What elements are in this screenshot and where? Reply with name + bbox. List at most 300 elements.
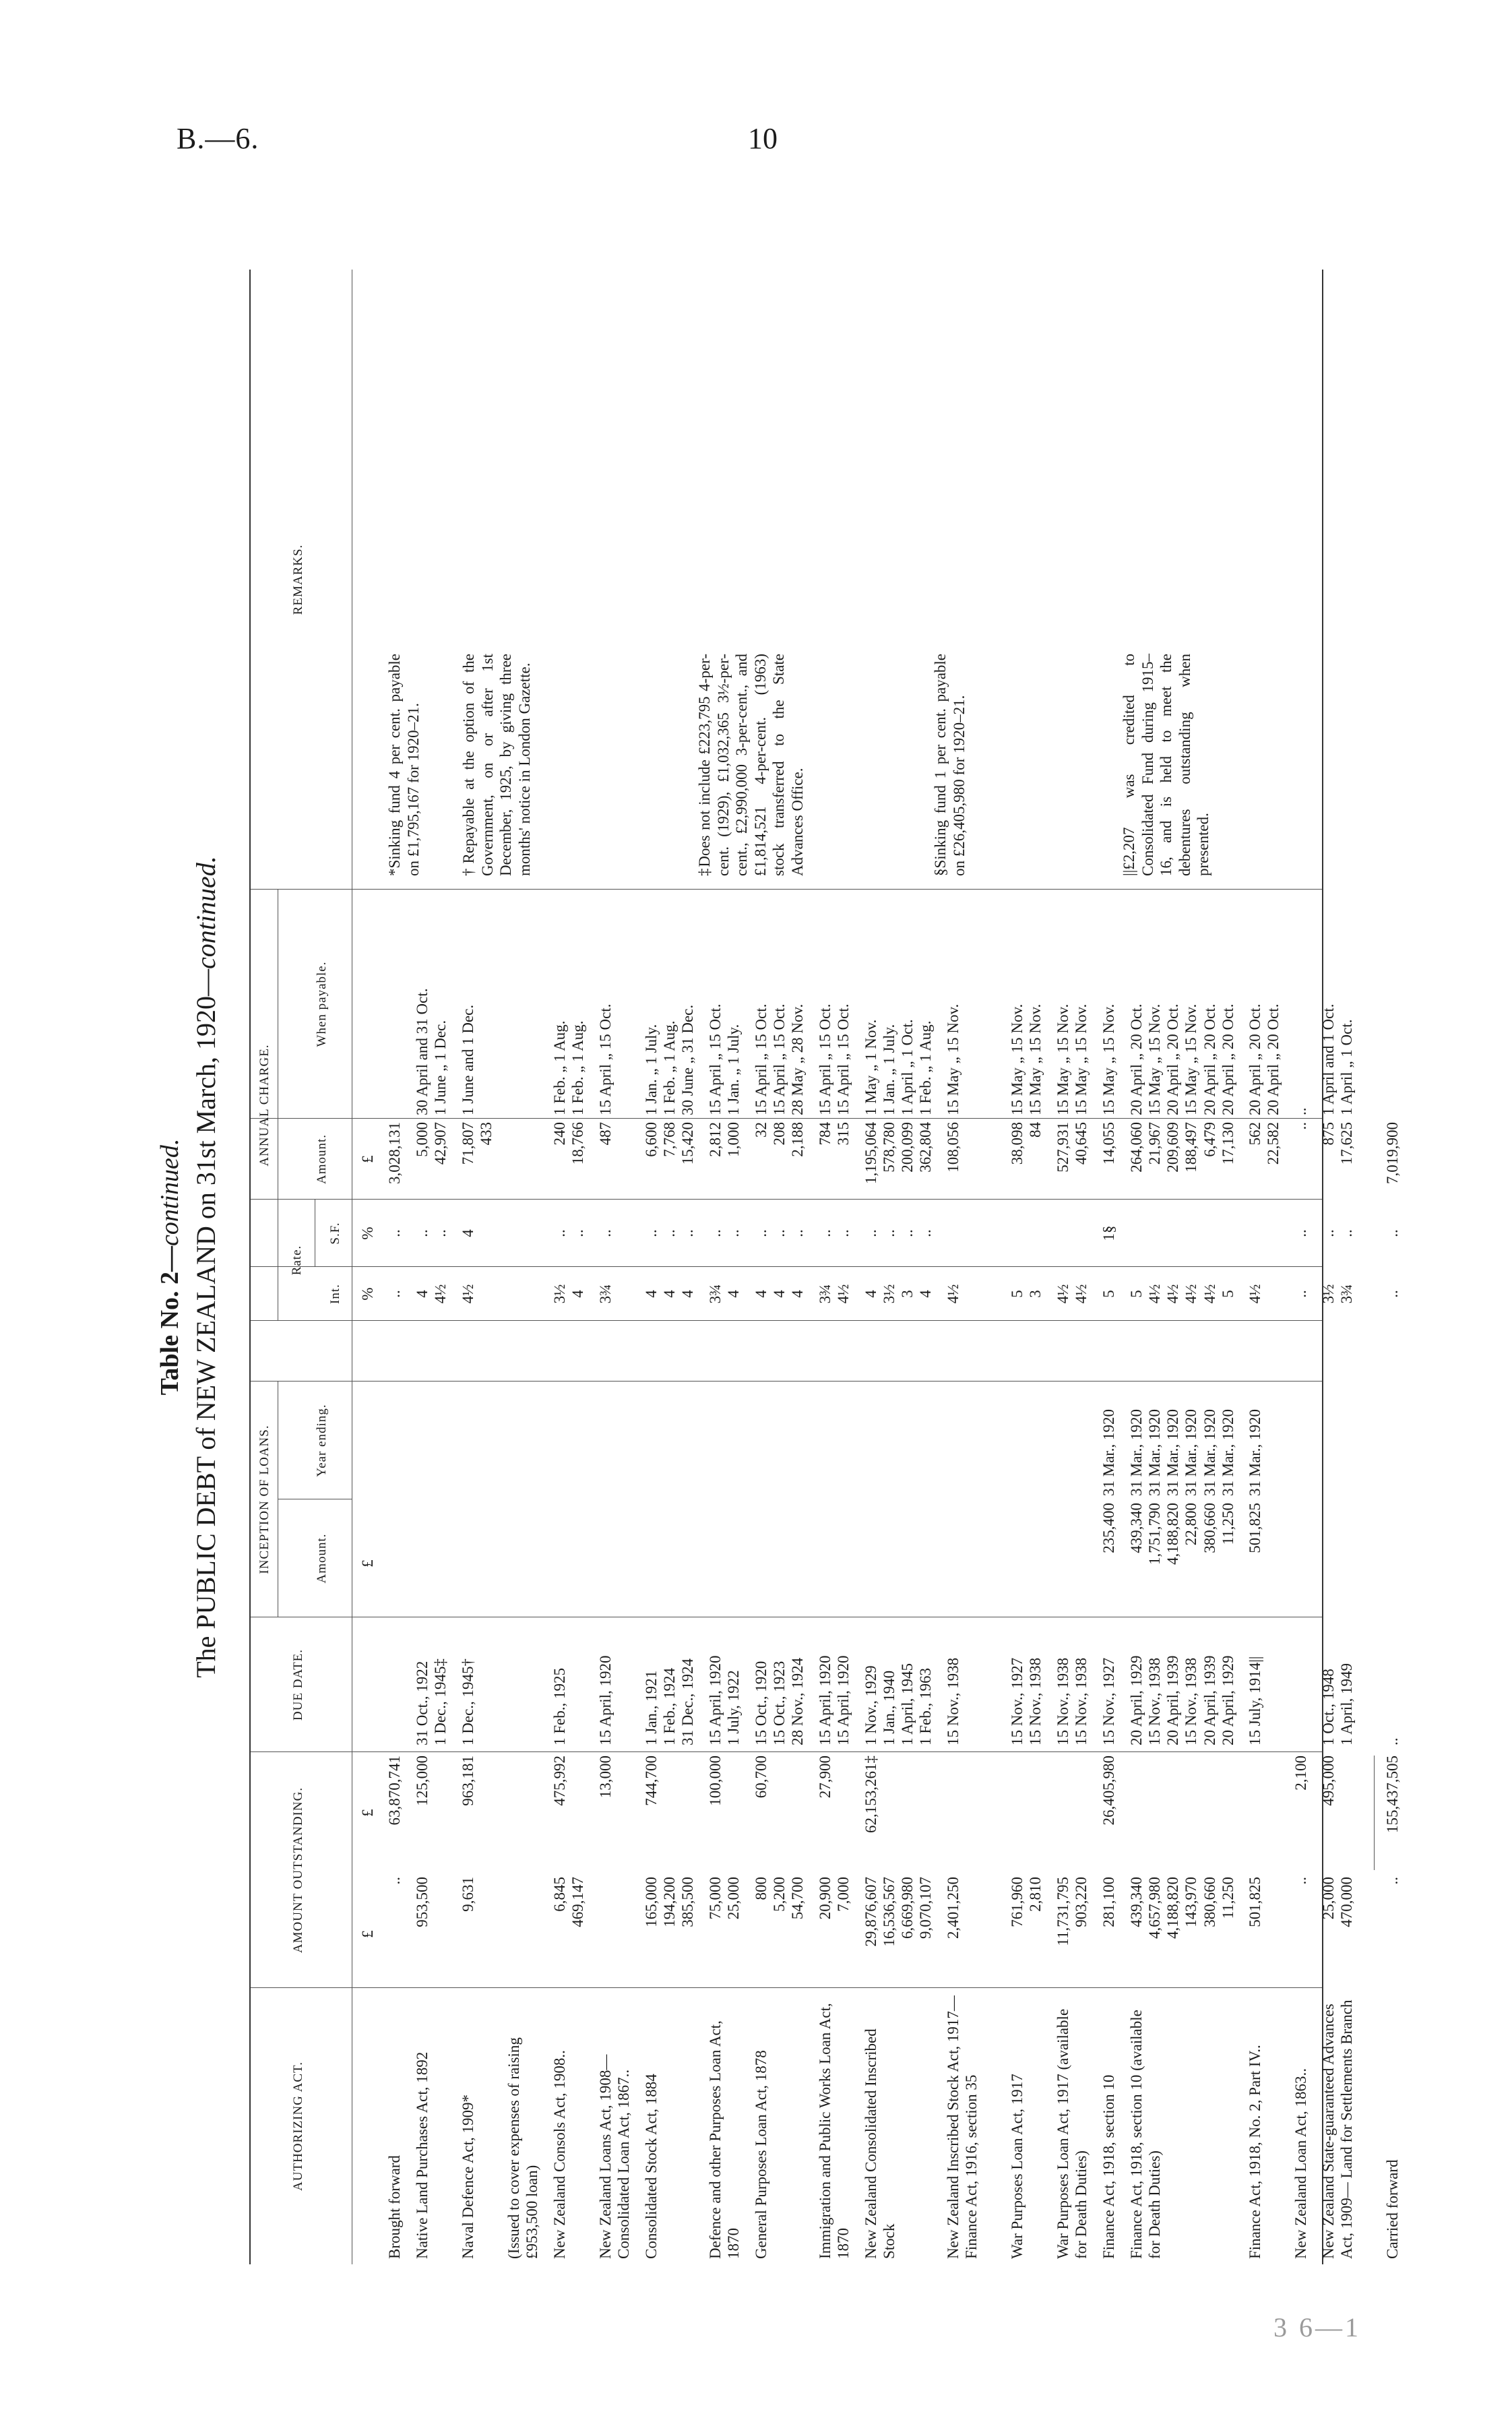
table-cell-line: .. [597,1229,614,1237]
table-cell-line: 3,028,131 [386,1122,403,1184]
table-cell-o2 [642,1756,660,1870]
table-cell-amt [385,1122,404,1196]
table-cell-line: 15 May „ 15 Nov. [1100,1003,1117,1115]
table-cell-amt [862,1122,935,1196]
total-rule [1374,1756,1375,1870]
table-cell-line: 4 [414,1290,431,1298]
table-cell-amt [1054,1122,1090,1196]
table-cell-line: 4 [789,1290,807,1298]
table-cell-int [944,1270,962,1317]
table-cell-line: 4½ [1247,1284,1263,1304]
unit-pound: £ [359,1930,376,1938]
table-cell-act: Brought forward [386,2155,403,2259]
table-cell-line: 5,200 [771,1877,788,1912]
table-cell-amt [944,1122,962,1196]
table-cell-act: Defence and other Purposes Loan Act, 1870 [707,2020,743,2259]
table-cell-line: 15 May „ 15 Nov. [1054,1003,1071,1115]
table-cell-when [1127,893,1237,1115]
table-cell-sf [413,1203,449,1264]
table-cell-year [1127,1385,1237,1496]
table-cell-line: 2,810 [1027,1877,1044,1912]
table-cell-line: 3¾ [597,1284,614,1304]
table-cell-line: 4 [460,1229,476,1237]
table-cell-o2 [862,1756,880,1870]
table-cell-line: 20 April „ 20 Oct. [1247,1003,1263,1115]
table-cell-line: 4,657,980 [1146,1877,1164,1939]
table-cell-line: .. [1292,1107,1309,1115]
table-cell-line: .. [1384,1290,1401,1298]
table-cell-line: 15 April „ 15 Oct. [753,1003,769,1115]
table-cell-line: 1§ [1100,1225,1117,1241]
header-due-date: DUE DATE. [291,1648,305,1721]
table-cell-line: 1,000 [725,1122,743,1157]
unit-percent: % [359,1287,376,1301]
table-cell-line: 4 [771,1290,788,1298]
table-cell-line: 5 [1009,1290,1026,1298]
table-cell-line: 1 Feb. „ 1 Aug. [661,1020,679,1115]
table-cell-o1 [1054,1877,1090,1985]
table-cell-line: 15 April, 1920 [597,1655,614,1745]
table-cell-int [706,1270,743,1317]
table-cell-line: 20,900 [817,1877,833,1920]
table-cell-line: 5 [1128,1290,1145,1298]
table-cell-line: 1 Nov., 1929 [862,1665,879,1745]
page-number: 10 [748,122,778,155]
table-cell-due [1008,1621,1044,1745]
table-cell-act: War Purposes Loan Act, 1917 [1009,2074,1026,2259]
table-cell-line: 31 Mar., 1920 [1219,1408,1236,1496]
table-cell-line: 20 April „ 20 Oct. [1219,1003,1236,1115]
table-cell-sf [596,1203,615,1264]
table-cell-line: 2,812 [707,1122,724,1157]
table-cell-act: Carried forward [1384,2159,1401,2259]
table-cell-act: General Purposes Loan Act, 1878 [753,2050,769,2259]
table-cell-line: 1 Jan. „ 1 July. [725,1024,743,1115]
table-cell-line: 31 Oct., 1922 [414,1661,431,1745]
table-cell-line: .. [386,1290,403,1298]
table-cell-int [1100,1270,1118,1317]
table-cell-o1 [1100,1877,1118,1985]
table-cell-line: 15 April „ 15 Oct. [835,1003,852,1115]
table-cell-sf [385,1203,404,1264]
table-cell-line: 17,625 [1338,1122,1356,1165]
header-amount-outstanding: AMOUNT OUTSTANDING. [291,1787,305,1954]
table-cell-when [1054,893,1090,1115]
table-cell-o2 [752,1756,770,1870]
table-cell-line: 15 Nov., 1938 [945,1657,962,1745]
table-cell-act: New Zealand Loan Act, 1863.. [1292,2068,1309,2259]
table-cell-line: 4½ [1183,1284,1200,1304]
table-cell-line: 4 [862,1290,879,1298]
table-cell-when [1008,893,1044,1115]
page-series: B.—6. [177,122,259,155]
table-cell-line: 3 [899,1290,916,1298]
table-cell-act: Naval Defence Act, 1909* [460,2095,476,2259]
table-cell-line: 15 Nov., 1938 [1183,1657,1200,1745]
table-cell-line: 14,055 [1100,1122,1117,1165]
table-cell-due [706,1621,743,1745]
table-cell-line: 15 Oct., 1923 [771,1661,788,1745]
table-cell-line: 6,600 [643,1122,660,1157]
table-cell-line: .. [1384,1877,1401,1885]
table-cell-line: 22,800 [1183,1503,1200,1546]
table-cell-sf [1319,1203,1356,1264]
table-cell-line: .. [1384,1229,1401,1237]
table-cell-line: 875 [1320,1122,1337,1146]
table-cell-due [944,1621,962,1745]
table-cell-line: 20 April, 1939 [1201,1655,1218,1745]
table-cell-line: 31 Mar., 1920 [1247,1408,1263,1496]
table-cell-line: 439,340 [1128,1877,1145,1927]
table-cell-line: 1 Feb., 1925 [551,1668,568,1745]
table-cell-line: 1 Jan. „ 1 July. [881,1024,898,1115]
header-sf: S.F. [328,1222,342,1245]
table-cell-amt [413,1122,449,1196]
table-cell-line: 362,804 [917,1122,935,1173]
table-cell-act: Immigration and Public Works Loan Act, 1870 [817,2003,852,2259]
table-cell-act: (Issued to cover expenses of raising £953,500 loan) [505,2037,541,2259]
table-cell-line: 17,130 [1219,1122,1236,1165]
table-cell-line: .. [899,1229,916,1237]
table-cell-line: .. [414,1229,431,1237]
table-cell-int [1292,1270,1310,1317]
table-cell-line: 7,019,900 [1384,1122,1401,1184]
table-cell-line: 20 April „ 20 Oct. [1128,1003,1145,1115]
table-cell-line: 235,400 [1100,1503,1117,1553]
table-cell-line: 31 Mar., 1920 [1146,1408,1164,1496]
table-cell-line: 1 Feb., 1924 [661,1668,679,1745]
table-cell-line: 6,669,980 [899,1877,916,1939]
table-cell-o2 [706,1756,724,1870]
table-cell-line: 3¾ [707,1284,724,1304]
table-cell-when [550,893,587,1115]
table-cell-line: 15 May „ 15 Nov. [1073,1003,1090,1115]
table-cell-sf [1292,1203,1310,1264]
page-stamp: 3 6—1 [1273,2312,1361,2343]
table-cell-line: 433 [478,1122,495,1146]
table-cell-line: 380,660 [1201,1877,1218,1927]
table-cell-line: 487 [597,1122,614,1146]
table-cell-line: 15 April „ 15 Oct. [771,1003,788,1115]
table-cell-line: 155,437,505 [1384,1756,1401,1833]
table-cell-line: 28 Nov., 1924 [789,1657,807,1745]
remark-sinking-fund-4: *Sinking fund 4 per cent. payable on £1,795,167 for 1920–21. [386,654,422,876]
table-cell-o1 [413,1877,431,1985]
table-cell-line: 1 April „ 1 Oct. [1338,1019,1356,1115]
table-cell-line: 1 June „ 1 Dec. [432,1020,449,1115]
table-cell-line: 315 [835,1122,852,1146]
table-cell-line: .. [569,1229,587,1237]
table-cell-o1 [550,1877,587,1985]
table-cell-line: 54,700 [789,1877,807,1920]
table-cell-act: New Zealand Consols Act, 1908.. [551,2050,568,2259]
table-cell-inc [1100,1503,1118,1614]
table-cell-line: 209,609 [1164,1122,1182,1173]
table-cell-line: 15 April „ 15 Oct. [597,1003,614,1115]
table-cell-int [385,1270,404,1317]
table-cell-line: .. [661,1229,679,1237]
table-cell-line: 578,780 [881,1122,898,1173]
table-cell-due [862,1621,935,1745]
table-cell-line: 475,992 [551,1756,568,1806]
table-cell-line: 5 [1100,1290,1117,1298]
table-cell-line: 188,497 [1183,1122,1200,1173]
table-cell-when [752,893,807,1115]
table-cell-when [596,893,615,1115]
table-cell-line: 1 April „ 1 Oct. [899,1019,916,1115]
table-cell-act: Native Land Purchases Act, 1892 [414,2051,431,2259]
table-cell-line: 40,645 [1073,1122,1090,1165]
table-cell-line: 20 April „ 20 Oct. [1201,1003,1218,1115]
table-cell-sf [1100,1203,1118,1264]
table-cell-line: 20 April, 1929 [1219,1655,1236,1745]
header-int: Int. [328,1284,342,1304]
table-cell-when [1100,893,1118,1115]
table-cell-line: 63,870,741 [386,1756,403,1826]
table-cell-line: 11,250 [1219,1877,1236,1919]
table-cell-line: 5 [1219,1290,1236,1298]
table-cell-sf [862,1203,935,1264]
table-cell-line: 4½ [945,1284,962,1304]
table-cell-o2 [1383,1756,1401,1870]
table-cell-line: 3¾ [817,1284,833,1304]
table-cell-line: 2,100 [1292,1756,1309,1791]
table-cell-line: 13,000 [597,1756,614,1799]
table-cell-line: 1 Dec., 1945‡ [432,1658,449,1745]
table-cell-due [1054,1621,1090,1745]
table-cell-o2 [1319,1756,1337,1870]
table-cell-line: 1 Feb. „ 1 Aug. [917,1020,935,1115]
table-cell-due [1319,1621,1356,1745]
table-cell-line: 75,000 [707,1877,724,1920]
table-cell-when [706,893,743,1115]
table-cell-line: 31 Mar., 1920 [1100,1408,1117,1496]
table-cell-line: 20 April „ 20 Oct. [1265,1003,1282,1115]
table-cell-o1 [1127,1877,1237,1985]
table-cell-line: 495,000 [1320,1756,1337,1806]
table-cell-amt [1008,1122,1044,1196]
table-cell-line: .. [1320,1229,1337,1237]
debt-table [249,270,1401,2264]
table-cell-line: 281,100 [1100,1877,1117,1927]
table-cell-line: 4½ [835,1284,852,1304]
table-cell-line: 4 [917,1290,935,1298]
table-cell-line: 62,153,261‡ [862,1756,879,1833]
table-cell-line: 30 June „ 31 Dec. [679,1004,697,1115]
table-cell-when [1246,893,1282,1115]
table-cell-line: 16,536,567 [881,1877,898,1947]
table-cell-line: 4 [725,1290,743,1298]
table-cell-line: 15 April, 1920 [707,1655,724,1745]
table-cell-due [642,1621,697,1745]
table-cell-o1 [1008,1877,1044,1985]
table-cell-line: 3½ [551,1284,568,1304]
table-cell-line: 6,845 [551,1877,568,1912]
table-cell-line: 1 June and 1 Dec. [460,1004,476,1115]
table-cell-line: 3¾ [1338,1284,1356,1304]
table-cell-line: 11,250 [1219,1503,1236,1545]
table-cell-o2 [385,1756,404,1870]
table-cell-line: 71,807 [460,1122,476,1165]
table-cell-line: 784 [817,1122,833,1146]
table-cell-int [596,1270,615,1317]
table-cell-due [1246,1621,1264,1745]
table-cell-line: .. [771,1229,788,1237]
table-cell-line: .. [386,1877,403,1885]
table-cell-line: 15 Nov., 1938 [1054,1657,1071,1745]
table-cell-act: Finance Act, 1918, section 10 [1100,2074,1117,2259]
table-cell-line: 501,825 [1247,1503,1263,1553]
table-cell-line: 11,731,795 [1054,1877,1071,1946]
table-cell-amt [459,1122,495,1196]
table-cell-sf [550,1203,587,1264]
header-authorizing-act: AUTHORIZING ACT. [291,2061,305,2191]
table-cell-when [1319,893,1356,1115]
table-cell-amt [1292,1122,1310,1196]
table-cell-line: 4½ [1073,1284,1090,1304]
table-cell-when [642,893,697,1115]
table-cell-line: 7,000 [835,1877,852,1912]
table-cell-act: New Zealand Inscribed Stock Act, 1917— Finance Act, 1916, section 35 [945,1995,980,2259]
table-cell-int [1127,1270,1237,1317]
table-cell-due [1127,1621,1237,1745]
table-cell-line: 84 [1027,1122,1044,1138]
table-cell-line: 31 Mar., 1920 [1201,1408,1218,1496]
table-cell-line: 42,907 [432,1122,449,1165]
table-cell-act: New Zealand Loans Act, 1908— Consolidated Loan Act, 1867.. [597,2054,633,2259]
table-cell-line: 1,195,064 [862,1122,879,1184]
table-cell-o1 [1292,1877,1310,1985]
table-cell-line: 31 Mar., 1920 [1164,1408,1182,1496]
table-cell-inc [1246,1503,1264,1614]
table-cell-line: 4 [753,1290,769,1298]
table-cell-o2 [816,1756,834,1870]
table-cell-o1 [459,1877,477,1985]
table-cell-line: 800 [753,1877,769,1900]
table-cell-act: Consolidated Stock Act, 1884 [643,2074,660,2259]
table-cell-int [1319,1270,1356,1317]
table-cell-due [459,1621,477,1745]
table-cell-line: 31 Mar., 1920 [1128,1408,1145,1496]
table-cell-line: 15 April „ 15 Oct. [707,1003,724,1115]
table-cell-when [459,893,477,1115]
table-cell-amt [1100,1122,1118,1196]
table-cell-due [413,1621,449,1745]
table-cell-int [642,1270,697,1317]
table-cell-line: 26,405,980 [1100,1756,1117,1826]
table-cell-line: 1 Feb. „ 1 Aug. [569,1020,587,1115]
table-cell-sf [459,1203,477,1264]
table-cell-int [550,1270,587,1317]
table-cell-line: 15 July, 1914|| [1247,1656,1263,1745]
table-cell-line: .. [386,1229,403,1237]
table-cell-due [1383,1621,1401,1745]
unit-pound: £ [359,1809,376,1817]
table-cell-line: 1 Jan. „ 1 July. [643,1024,660,1115]
table-cell-line: 744,700 [643,1756,660,1806]
table-cell-line: 470,000 [1338,1877,1356,1927]
header-rate: Rate. [290,1245,304,1276]
table-cell-line: 208 [771,1122,788,1146]
table-cell-line: 15 April, 1920 [835,1655,852,1745]
header-remarks: REMARKS. [291,544,305,615]
table-cell-line: 1 April and 1 Oct. [1320,1003,1337,1115]
table-cell-line: .. [1292,1122,1309,1130]
table-cell-line: 1 Jan., 1921 [643,1670,660,1745]
table-cell-o2 [1292,1756,1310,1870]
remark-sinking-fund-1: §Sinking fund 1 per cent. payable on £26,405,980 for 1920–21. [932,654,968,876]
table-cell-line: 15 May „ 15 Nov. [1146,1003,1164,1115]
table-cell-line: 2,188 [789,1122,807,1157]
table-cell-amt [596,1122,615,1196]
table-cell-when [862,893,935,1115]
table-cell-line: 1 April, 1945 [899,1663,916,1745]
table-cell-line: .. [1384,1737,1401,1745]
table-cell-line: 20 April, 1929 [1128,1655,1145,1745]
table-cell-line: 4 [679,1290,697,1298]
table-cell-line: 25,000 [725,1877,743,1920]
table-cell-o1 [944,1877,962,1985]
remark-stock-transferred: ‡Does not include £223,795 4-per-cent. (1929), £1,032,365 3½-per-cent., £2,990,000 3-per-cent., and £1,814,521 4-per-cent. (1963) stock transferred to the State Advances Office. [696,654,806,876]
table-cell-int [413,1270,449,1317]
table-cell-line: 15 Nov., 1938 [1146,1657,1164,1745]
table-cell-line: 108,056 [945,1122,962,1173]
table-cell-act: New Zealand State-guaranteed Advances Act, 1909— Land for Settlements Branch [1320,1999,1356,2259]
table-cell-due [550,1621,569,1745]
table-cell-due [1100,1621,1118,1745]
table-cell-line: 439,340 [1128,1503,1145,1553]
table-cell-when [413,893,449,1115]
table-cell-line: 20 April „ 20 Oct. [1164,1003,1182,1115]
table-cell-line: 264,060 [1128,1122,1145,1173]
table-cell-line: 1 May „ 1 Nov. [862,1019,879,1115]
table-cell-line: 21,967 [1146,1122,1164,1165]
table-cell-line: 1 Oct., 1948 [1320,1669,1337,1745]
table-cell-line: 15 April, 1920 [817,1655,833,1745]
table-cell-line: 6,479 [1201,1122,1218,1157]
table-cell-line: 963,181 [460,1756,476,1806]
table-cell-line: 3½ [881,1284,898,1304]
table-cell-line: 194,200 [661,1877,679,1927]
table-cell-line: .. [835,1229,852,1237]
table-cell-line: .. [1292,1877,1309,1885]
table-cell-line: 4 [643,1290,660,1298]
table-cell-line: 30 April and 31 Oct. [414,988,431,1115]
table-cell-line: 125,000 [414,1756,431,1806]
table-cell-line: 4½ [1164,1284,1182,1304]
table-cell-due [816,1621,852,1745]
table-cell-line: 15 Oct., 1920 [753,1661,769,1745]
table-cell-o2 [413,1756,431,1870]
table-cell-line: 761,960 [1009,1877,1026,1927]
table-cell-line: 38,098 [1009,1122,1026,1165]
table-cell-line: 240 [551,1122,568,1146]
rotated-table [141,256,1401,2278]
table-cell-line: 3½ [1320,1284,1337,1304]
table-cell-o1 [816,1877,852,1985]
table-cell-line: 469,147 [569,1877,587,1927]
table-cell-line: .. [551,1229,568,1237]
table-cell-line: .. [1292,1290,1309,1298]
table-cell-line: 4½ [460,1284,476,1304]
table-cell-amt [752,1122,807,1196]
table-cell-amt [642,1122,697,1196]
table-cell-line: 29,876,607 [862,1877,879,1947]
table-title-block [141,256,229,2278]
remark-repayable: †Repayable at the option of the Government, on or after 1st December, 1925, by giving three months' notice in London Gazette. [460,654,533,876]
table-cell-line: 15 May „ 15 Nov. [1183,1003,1200,1115]
table-cell-year [1246,1385,1264,1496]
